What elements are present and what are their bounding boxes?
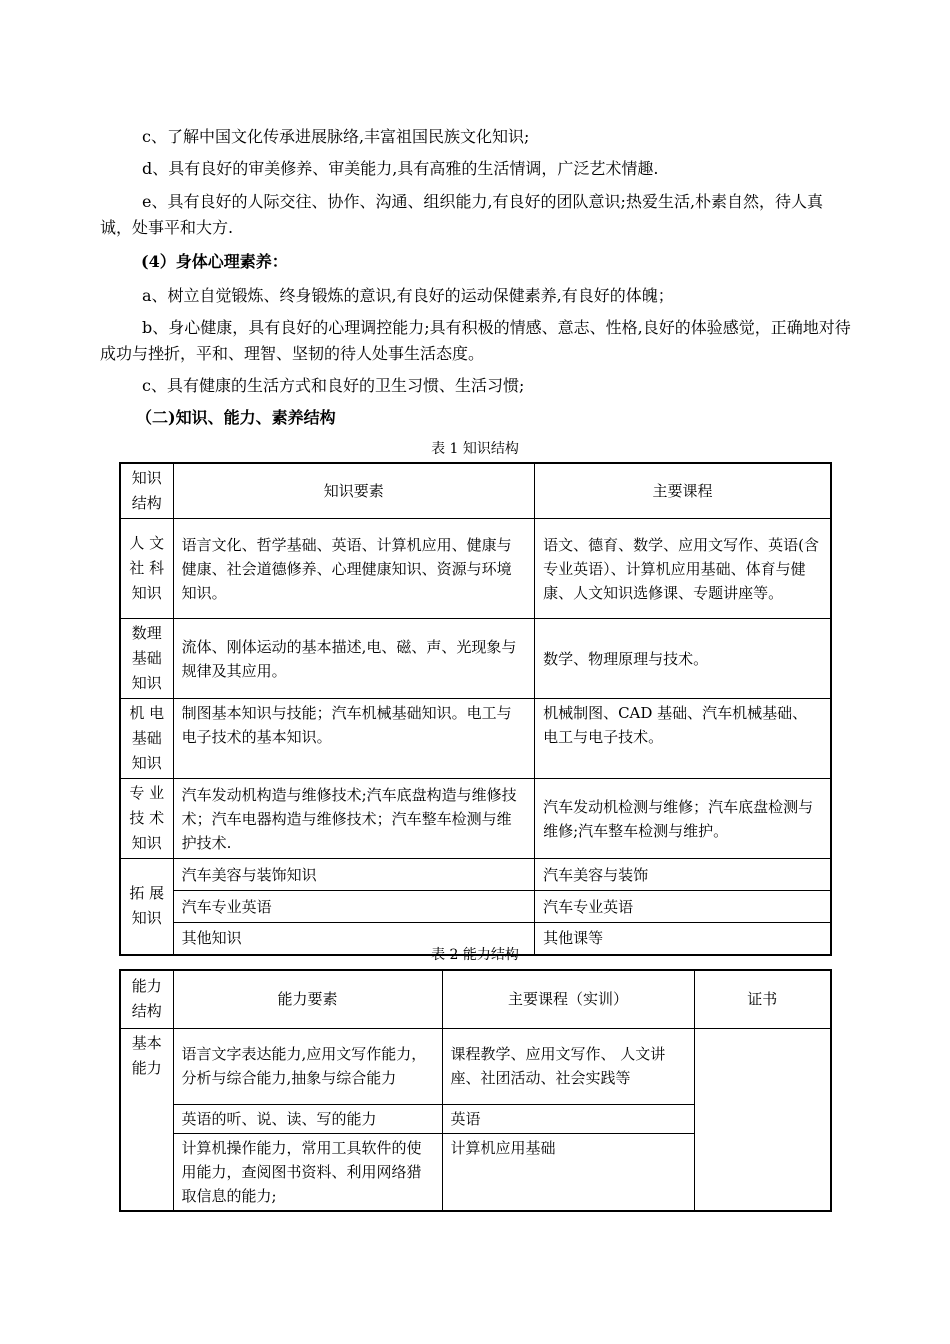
table-header-row [120, 970, 831, 1028]
paragraph-b2: b、身心健康，具有良好的心理调控能力;具有积极的情感、意志、性格,良好的体验感觉，正确地对待成功与挫折，平和、理智、坚韧的待人处事生活态度。 [100, 318, 851, 363]
knowledge-structure-table [119, 462, 832, 956]
table-row [120, 519, 831, 619]
row-courses: 汽车专业英语 [535, 891, 831, 923]
header-elements: 能力要素 [173, 970, 442, 1028]
row-elements: 汽车专业英语 [173, 891, 535, 923]
paragraph-c2: c、具有健康的生活方式和良好的卫生习惯、生活习惯; [142, 376, 525, 395]
table2-caption: 表 2 能力结构 [431, 947, 519, 963]
row-elements: 流体、刚体运动的基本描述,电、磁、声、光现象与规律及其应用。 [173, 619, 535, 699]
row-elements: 语言文化、哲学基础、英语、计算机应用、健康与健康、社会道德修养、心理健康知识、资源与环境知识。 [173, 519, 535, 619]
row-category: 基本能力 [120, 1028, 173, 1211]
header-category: 能力结构 [120, 970, 173, 1028]
header-courses: 主要课程 [535, 463, 831, 519]
header-courses: 主要课程（实训） [442, 970, 694, 1028]
header-category: 知识结构 [120, 463, 173, 519]
row-elements: 汽车美容与装饰知识 [173, 859, 535, 891]
paragraph-d1: d、具有良好的审美修养、审美能力,具有高雅的生活情调，广泛艺术情趣. [142, 159, 659, 178]
table-row [120, 891, 831, 923]
section-heading: （二)知识、能力、素养结构 [136, 408, 336, 427]
row-courses: 汽车发动机检测与维修；汽车底盘检测与维修;汽车整车检测与维护。 [535, 779, 831, 859]
row-certificate [694, 1028, 831, 1211]
table-row [120, 699, 831, 779]
row-category: 人 文 社 科 知识 [120, 519, 173, 619]
row-courses: 机械制图、CAD 基础、汽车机械基础、电工与电子技术。 [535, 699, 831, 779]
table1-caption: 表 1 知识结构 [431, 441, 519, 457]
table-row [120, 1028, 831, 1104]
row-elements: 语言文字表达能力,应用文写作能力，分析与综合能力,抽象与综合能力 [173, 1028, 442, 1104]
row-category: 数理基础知识 [120, 619, 173, 699]
table-header-row [120, 463, 831, 519]
row-courses: 汽车美容与装饰 [535, 859, 831, 891]
header-elements: 知识要素 [173, 463, 535, 519]
header-certificate: 证书 [694, 970, 831, 1028]
row-elements: 制图基本知识与技能；汽车机械基础知识。电工与电子技术的基本知识。 [173, 699, 535, 779]
row-category: 机 电 基础知识 [120, 699, 173, 779]
heading-physical-psychological: (4）身体心理素养： [141, 252, 288, 271]
row-elements: 汽车发动机构造与维修技术;汽车底盘构造与维修技术；汽车电器构造与维修技术；汽车整车检测与维护技术. [173, 779, 535, 859]
table-row [120, 859, 831, 891]
paragraph-a2: a、树立自觉锻炼、终身锻炼的意识,有良好的运动保健素养,有良好的体魄； [142, 286, 674, 305]
row-elements: 英语的听、说、读、写的能力 [173, 1104, 442, 1133]
row-category: 拓 展 知识 [120, 859, 173, 955]
paragraph-e1: e、具有良好的人际交往、协作、沟通、组织能力,有良好的团队意识;热爱生活,朴素自然，待人真诚，处事平和大方. [100, 192, 824, 237]
ability-structure-table [119, 969, 832, 1212]
row-courses: 语文、德育、数学、应用文写作、英语(含专业英语）、计算机应用基础、体育与健康、人文知识选修课、专题讲座等。 [535, 519, 831, 619]
row-courses: 课程教学、应用文写作、 人文讲座、社团活动、社会实践等 [442, 1028, 694, 1104]
paragraph-c1: c、了解中国文化传承进展脉络,丰富祖国民族文化知识; [142, 127, 530, 146]
table-row [120, 619, 831, 699]
row-courses: 英语 [442, 1104, 694, 1133]
row-courses: 计算机应用基础 [442, 1133, 694, 1211]
row-elements: 计算机操作能力，常用工具软件的使用能力，查阅图书资料、利用网络猎取信息的能力; [173, 1133, 442, 1211]
row-category: 专 业 技 术 知识 [120, 779, 173, 859]
row-courses: 数学、物理原理与技术。 [535, 619, 831, 699]
row-courses: 其他课等 [535, 923, 831, 955]
table-row [120, 779, 831, 859]
row-elements: 其他知识 [173, 923, 535, 955]
